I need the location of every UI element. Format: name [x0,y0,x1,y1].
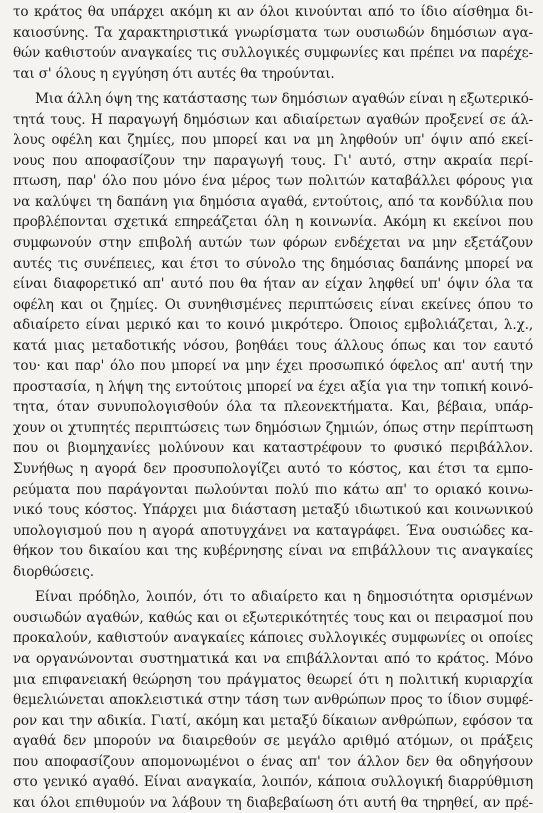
text-line: τητά τους. Η παραγωγή δημόσιων και αδιαίρετων αγαθών προξενεί σε άλ- [13,111,533,128]
text-line: ρεύματα που παράγονται πωλούνται πολύ πιο κάτω απ' το οριακό κοινω- [13,481,533,498]
text-line: που αποφασίζουν απομονωμένοι ο ένας απ' τον άλλον δεν θα οδηγήσουν [13,753,533,770]
text-line: ουσιωδών αγαθών, καθώς και οι εξωτερικότητές τους και οι πειρασμοί που [13,609,533,626]
text-line: ται σ' όλους η εγγύηση ότι αυτές θα τηρούνται. [13,65,335,82]
text-line: οφέλη και οι ζημίες. Οι συνηθισμένες περιπτώσεις είναι εκείνες όπου το [13,296,533,313]
text-line: ρον και την αδικία. Γιατί, ακόμη και μεταξύ δίκαιων ανθρώπων, εφόσον τα [13,712,533,729]
text-line: τητα, όταν συνυπολογισθούν όλα τα πλεονεκτήματα. Και, βέβαια, υπάρ- [13,399,533,416]
text-line: Συνήθως η αγορά δεν προσυπολογίζει αυτό το κόστος, και έτσι τα εμπο- [13,461,533,478]
text-line: κατά μιας μεταδοτικής νόσου, βοηθάει τους άλλους όπως και τον εαυτό [13,337,533,354]
text-line: συμφωνούν στην επιβολή αυτών των φόρων ενδέχεται να μην εξετάζουν [13,235,533,252]
text-line: θεμελιώνεται αποκλειστικά στην τάση των ανθρώπων προς το ίδιον συμφέ- [13,692,533,709]
text-line: προβλέπονται σχετικά επηρεάζεται όλη η κοινωνία. Ακόμη κι εκείνοι που [13,214,533,231]
paragraph [13,587,533,813]
text-line: νους που αποφασίζουν την παραγωγή τους. Γι' αυτό, στην ακραία περί- [13,152,533,169]
text-line: προκαλούν, καθιστούν αναγκαίες κάποιες συλλογικές συμφωνίες οι οποίες [13,630,533,647]
text-line: που οι βιομηχανίες μολύνουν και καταστρέφουν το φυσικό περιβάλλον. [13,440,533,457]
text-line: είναι διαφορετικό απ' αυτό που θα ήταν αν είχαν ληφθεί υπ' όψιν όλα τα [13,276,533,293]
text-line: πτωση, παρ' όλο που μόνο ένα μέρος των πολιτών καταβάλλει φόρους για [13,173,533,190]
text-line: και όλοι επιθυμούν να λάβουν τη διαβεβαίωση ότι αυτή θα τηρηθεί, αν πρέ- [13,794,533,811]
text-line: διορθώσεις. [13,563,94,580]
paragraph [13,89,533,582]
text-line: θήκον του δικαίου και της κυβέρνησης είναι να επιβάλλουν τις αναγκαίες [13,543,533,560]
paragraph [13,2,533,84]
text-line: το κράτος θα υπάρχει ακόμη κι αν όλοι κινούνται από το ίδιο αίσθημα δι- [13,4,533,20]
text-line: θών καθιστούν αναγκαίες τις συλλογικές συμφωνίες και πρέπει να παρέχε- [13,45,533,62]
text-line: υπολογισμού που η αγορά αποτυγχάνει να καταγράφει. Ένα ουσιώδες κα- [13,522,533,539]
text-line: στο γενικό αγαθό. Είναι αναγκαία, λοιπόν, κάποια συλλογική διαρρύθμιση [13,774,533,791]
text-line: να οργανώνονται συστηματικά και να επιβάλλονται από το κράτος. Μόνο [13,650,533,667]
text-line: καιοσύνης. Τα χαρακτηριστικά γνωρίσματα των ουσιωδών δημόσιων αγα- [13,24,533,41]
book-page [13,2,533,813]
text-line: αυτές τις συνέπειες, και έτσι το σύνολο της δημόσιας δαπάνης μπορεί να [13,255,533,272]
text-line: νικό τους κόστος. Υπάρχει μια διάσταση μεταξύ ιδιωτικού και κοινωνικού [13,502,533,519]
text-line: Μια άλλη όψη της κατάστασης των δημόσιων αγαθών είναι η εξωτερικό- [35,91,534,108]
text-line: του· και παρ' όλο που μπορεί να μην έχει προσωπικό όφελος απ' αυτή την [13,358,533,375]
text-line: χουν οι χτυπητές περιπτώσεις των δημόσιων ζημιών, όπως στην περίπτωση [13,419,533,436]
text-line: Είναι πρόδηλο, λοιπόν, ότι το αδιαίρετο και η δημοσιότητα ορισμένων [35,589,533,606]
text-line: λους οφέλη και ζημίες, που μπορεί και να μη ληφθούν υπ' όψιν από εκεί- [13,132,533,149]
text-line: προστασία, η λήψη της εντούτοις μπορεί να έχει αξία για την τοπική κοινό- [13,378,533,395]
text-line: αδιαίρετο είναι μερικό και το κοινό μικρότερο. Όποιος εμβολιάζεται, λ.χ., [13,317,533,334]
text-line: μια επιφανειακή θεώρηση του πράγματος θεωρεί ότι η πολιτική κυριαρχία [13,671,533,688]
text-line: αγαθά δεν μπορούν να διαιρεθούν σε μεγάλο αριθμό ατόμων, οι πράξεις [13,733,533,750]
text-line: να καλύψει τη δαπάνη για δημόσια αγαθά, εντούτοις, από τα κονδύλια που [13,193,533,210]
